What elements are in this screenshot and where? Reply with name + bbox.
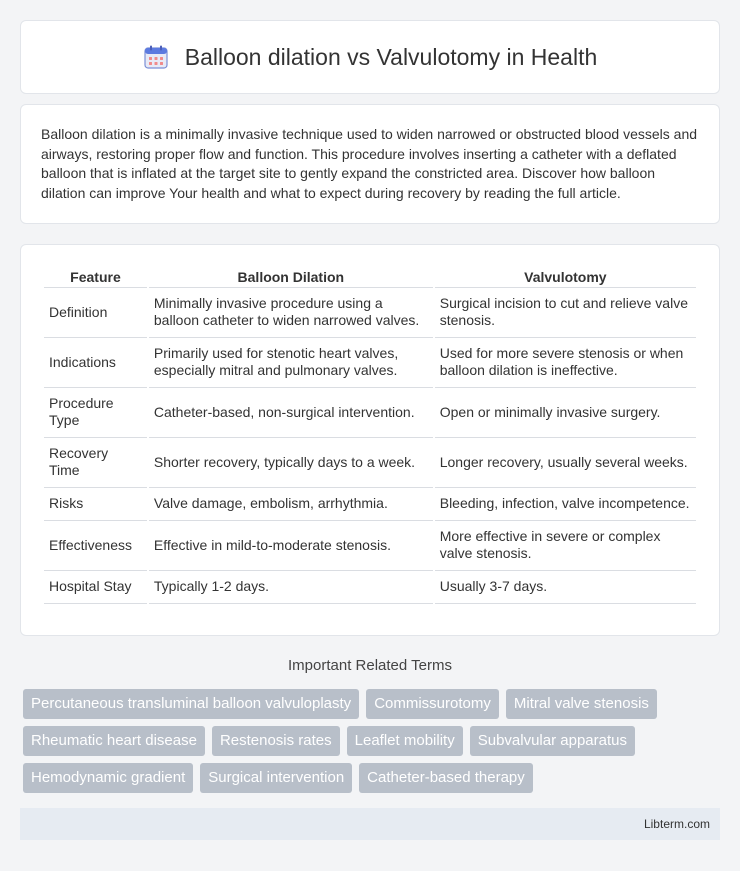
related-term-tag[interactable]: Subvalvular apparatus (470, 726, 635, 756)
balloon-dilation-cell: Primarily used for stenotic heart valves, especially mitral and pulmonary valves. (149, 338, 433, 388)
valvulotomy-cell: Usually 3-7 days. (435, 571, 696, 604)
related-term-tag[interactable]: Restenosis rates (212, 726, 340, 756)
feature-cell: Definition (44, 288, 147, 338)
table-row (44, 488, 696, 521)
related-term-tag[interactable]: Mitral valve stenosis (506, 689, 657, 719)
column-header-feature: Feature (44, 263, 147, 288)
feature-cell: Hospital Stay (44, 571, 147, 604)
column-header-balloon-dilation: Balloon Dilation (149, 263, 433, 288)
related-term-tag[interactable]: Catheter-based therapy (359, 763, 533, 793)
balloon-dilation-cell: Catheter-based, non-surgical intervention. (149, 388, 433, 438)
comparison-table-card (20, 244, 720, 636)
table-row (44, 521, 696, 571)
related-term-tag[interactable]: Rheumatic heart disease (23, 726, 205, 756)
feature-cell: Effectiveness (44, 521, 147, 571)
intro-card (20, 104, 720, 224)
balloon-dilation-cell: Shorter recovery, typically days to a week. (149, 438, 433, 488)
valvulotomy-cell: More effective in severe or complex valve stenosis. (435, 521, 696, 571)
feature-cell: Recovery Time (44, 438, 147, 488)
table-row (44, 571, 696, 604)
balloon-dilation-cell: Typically 1-2 days. (149, 571, 433, 604)
valvulotomy-cell: Longer recovery, usually several weeks. (435, 438, 696, 488)
feature-cell: Indications (44, 338, 147, 388)
related-term-tag[interactable]: Leaflet mobility (347, 726, 463, 756)
table-row (44, 288, 696, 338)
comparison-table (42, 263, 698, 604)
footer (20, 808, 720, 840)
related-terms-heading: Important Related Terms (288, 657, 452, 674)
valvulotomy-cell: Bleeding, infection, valve incompetence. (435, 488, 696, 521)
calendar-icon (143, 44, 169, 70)
related-terms-list (23, 689, 723, 800)
page-title: Balloon dilation vs Valvulotomy in Health (184, 43, 598, 70)
valvulotomy-cell: Open or minimally invasive surgery. (435, 388, 696, 438)
table-header-row (44, 263, 696, 288)
intro-text: Balloon dilation is a minimally invasive technique used to widen narrowed or obstructed blood vessels and airways, restoring proper flow and function. This procedure involves inserting a catheter with a deflated balloon that is inflated at the target site to gently expand the constricted area. Discover how balloon dilation can improve Your health and what to expect during recovery by reading the full article. (41, 126, 698, 201)
feature-cell: Procedure Type (44, 388, 147, 438)
feature-cell: Risks (44, 488, 147, 521)
footer-site-link[interactable]: Libterm.com (643, 817, 710, 831)
related-terms-row (23, 763, 723, 793)
valvulotomy-cell: Used for more severe stenosis or when balloon dilation is ineffective. (435, 338, 696, 388)
related-terms-row (23, 726, 723, 756)
related-term-tag[interactable]: Commissurotomy (366, 689, 499, 719)
table-row (44, 438, 696, 488)
header-card (20, 20, 720, 94)
related-terms-row (23, 689, 723, 719)
related-term-tag[interactable]: Surgical intervention (200, 763, 352, 793)
table-row (44, 388, 696, 438)
column-header-valvulotomy: Valvulotomy (435, 263, 696, 288)
balloon-dilation-cell: Effective in mild-to-moderate stenosis. (149, 521, 433, 571)
balloon-dilation-cell: Minimally invasive procedure using a balloon catheter to widen narrowed valves. (149, 288, 433, 338)
valvulotomy-cell: Surgical incision to cut and relieve valve stenosis. (435, 288, 696, 338)
table-row (44, 338, 696, 388)
related-term-tag[interactable]: Hemodynamic gradient (23, 763, 193, 793)
related-term-tag[interactable]: Percutaneous transluminal balloon valvuloplasty (23, 689, 359, 719)
balloon-dilation-cell: Valve damage, embolism, arrhythmia. (149, 488, 433, 521)
